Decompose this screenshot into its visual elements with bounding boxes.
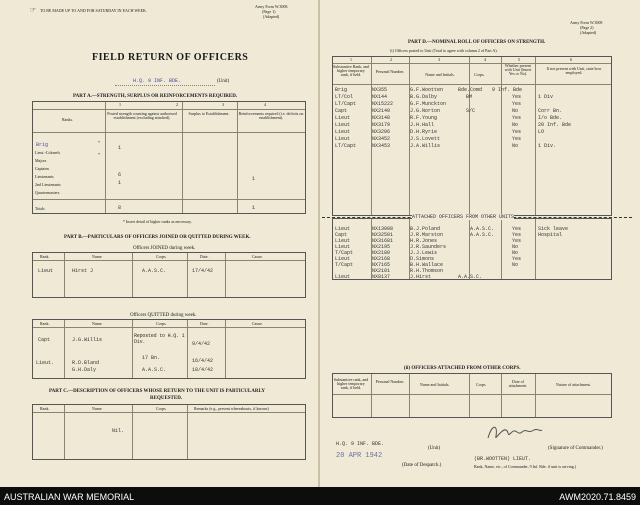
part-a-col-2: 2 [176, 102, 178, 107]
row-name: J.A.Willis [410, 143, 441, 149]
quitted-header: Name. [92, 321, 103, 326]
row-rank: T/Capt [335, 262, 354, 268]
joined-date: 17/4/42 [192, 268, 214, 274]
part-d-col: 3 [438, 57, 440, 62]
footer-unit: H.Q. 9 INF. BDE. [336, 441, 385, 447]
quitted-header: Cause. [252, 321, 263, 326]
quitted-header: Date. [200, 321, 209, 326]
joined-corps: A.A.S.C. [142, 268, 167, 274]
part-a-header-posted: Posted strength counting against authorised establishment (excluding attached). [107, 111, 177, 120]
row-rank: Lieut [335, 122, 351, 128]
part-c-title-line-1: PART C.—DESCRIPTION OF OFFICERS WHOSE RETURN TO THE UNIT IS PARTICULARLY [49, 389, 265, 394]
part-ii-header: Substantive rank, and higher temporary rank, if held. [333, 377, 369, 390]
row-present: No [512, 250, 519, 256]
part-a-col-3: 3 [222, 102, 224, 107]
row-number: NX3452 [372, 136, 391, 142]
joined-header: Rank. [40, 254, 50, 259]
part-b-title: PART B.—PARTICULARS OF OFFICERS JOINED OR QUITTED DURING WEEK. [64, 235, 251, 240]
unit-underline [115, 85, 215, 86]
row-number: NX3206 [372, 129, 391, 135]
joined-header: Name. [92, 254, 103, 259]
row-number: NX32501 [372, 232, 394, 238]
row-present: Yes [512, 232, 522, 238]
footer-despatch-label: (Date of Despatch.) [402, 463, 442, 468]
part-a-header-ranks: Ranks. [62, 117, 73, 122]
row-name: G.F.Munckton [410, 101, 447, 107]
quitted-title: Officers QUITTED during week. [130, 313, 197, 318]
part-c-value: Nil. [112, 428, 125, 434]
part-d-col: 2 [390, 57, 392, 62]
part-d-header: Name and Initials. [425, 72, 455, 77]
asterisk-mark: * [98, 152, 100, 157]
part-d-header: If not present with Unit, state how employed. [546, 66, 602, 75]
archive-footer [0, 489, 640, 505]
row-number: NX13008 [372, 226, 394, 232]
row-name: R.H.Thomson [410, 268, 444, 274]
row-number: NX144 [372, 94, 388, 100]
row-number: NX3179 [372, 122, 391, 128]
row-rank: Lieut [335, 226, 351, 232]
quitted-header: Rank. [40, 321, 50, 326]
row-name: H.R.Jones [410, 238, 438, 244]
row-name: J.J.Lewis [410, 250, 438, 256]
row-name: J.R.Marston [410, 232, 444, 238]
part-c-header: Corps. [156, 406, 167, 411]
row-number: NX355 [372, 87, 388, 93]
quitted-name: G.H.Daly [72, 367, 97, 373]
row-rank: Lieut [335, 256, 351, 262]
row-employ: 1 Div [538, 94, 554, 100]
part-ii-header: Corps [476, 382, 486, 387]
rank-row: Majors [35, 158, 47, 163]
row-rank: T/Capt [335, 250, 354, 256]
row-number: NX7165 [372, 262, 391, 268]
row-number: NX2180 [372, 250, 391, 256]
row-present: 9 Inf. Bde [492, 87, 523, 93]
top-note: TO BE MADE UP TO AND FOR SATURDAY IN EACH WEEK. [40, 8, 147, 13]
row-employ: Corr Bn. [538, 108, 563, 114]
part-a-col-1: 1 [119, 102, 121, 107]
part-a-title: PART A.—STRENGTH, SURPLUS OR REINFORCEMENTS REQUIRED. [73, 94, 238, 99]
rank-row: Lieutenants [35, 174, 54, 179]
row-rank: Capt [335, 108, 348, 114]
part-a-footnote: * Insert detail of higher ranks as necessary. [123, 219, 192, 224]
joined-title: Officers JOINED during week. [133, 246, 196, 251]
page-title: FIELD RETURN OF OFFICERS [92, 52, 249, 63]
attached-separator: ATTACHED OFFICERS FROM OTHER UNITS [412, 214, 515, 220]
part-d-title: PART D.—NOMINAL ROLL OF OFFICERS ON STRENGTH. [408, 40, 546, 45]
form-page: (Page 1) [262, 9, 276, 14]
row-name: J.Hirst [410, 274, 432, 280]
row-corps: A.A.S.C. [470, 232, 495, 238]
row-corps: A.A.S.C. [470, 226, 495, 232]
part-d-header: Substantive Rank, and higher temporary rank, if held. [333, 64, 369, 77]
joined-header: Cause. [252, 254, 263, 259]
joined-table [32, 252, 306, 298]
row-present: No [512, 244, 519, 250]
archive-institution: AUSTRALIAN WAR MEMORIAL [4, 492, 135, 502]
row-rank: LT/Capt [335, 143, 357, 149]
unit-label: (Unit) [217, 79, 230, 84]
joined-header: Date. [200, 254, 209, 259]
rank-row: Quartermasters [35, 190, 60, 195]
part-ii-header: Date of attachment. [508, 379, 528, 388]
row-number: NX3148 [372, 115, 391, 121]
row-employ: I/o Bde. [538, 115, 563, 121]
quitted-name: J.G.Willis [72, 337, 103, 343]
part-ii-header: Personal Number. [375, 379, 405, 384]
part-d-col: 5 [518, 57, 520, 62]
part-c-table [32, 404, 306, 460]
part-a-hand-rank: Brig [36, 142, 49, 148]
part-a-header-surplus: Surplus to Establishment. [188, 111, 230, 116]
quitted-name: R.D.Bland [72, 360, 100, 366]
row-name: J.G.Norton [410, 108, 441, 114]
row-name: J.S.Lovett [410, 136, 441, 142]
row-name: D.H.Ryrie [410, 129, 438, 135]
row-corps: BM [466, 94, 473, 100]
quitted-rank: Capt [38, 337, 51, 343]
row-present: No [512, 143, 519, 149]
row-number: NX8137 [372, 274, 391, 280]
joined-rank: Lieut [38, 268, 54, 274]
row-present: Yes [512, 238, 522, 244]
footer-rank-line: Rank, Name, etc., of Commander, 9 Inf. Bde. if unit is serving.) [474, 464, 577, 469]
row-rank: Lieut [335, 136, 351, 142]
part-a-header-reinforcements: Reinforcements required (i.e. deficits on establishment). [238, 111, 304, 120]
rank-row-totals: Totals [35, 206, 45, 211]
part-c-header: Name. [92, 406, 103, 411]
row-name: B.G.Dalby [410, 94, 438, 100]
row-rank: Lieut [335, 274, 351, 280]
part-c-header: Remarks (e.g., present whereabouts, if known) [194, 406, 269, 411]
quitted-rank: Lieut. [36, 360, 55, 366]
row-present: Yes [512, 101, 522, 107]
quitted-date: 16/4/42 [192, 358, 214, 364]
footer-commander: (BR.WOOTTEN) LIEUT. [474, 456, 532, 462]
quitted-header: Corps. [156, 321, 167, 326]
part-d-header: Personal Number. [375, 69, 405, 74]
row-name: R.F.Young [410, 115, 438, 121]
quitted-corps: Reposted to H.Q. 1 Div. [134, 333, 185, 345]
part-d-col: 4 [484, 57, 486, 62]
part-c-header: Rank. [40, 406, 50, 411]
row-number: NX2140 [372, 108, 391, 114]
row-rank: Brig [335, 87, 348, 93]
row-employ: Sick leave [538, 226, 569, 232]
reinforcement-total: 1 [252, 205, 256, 211]
quitted-date: 18/4/42 [192, 367, 214, 373]
footer-signature-label: (Signature of Commander.) [548, 446, 603, 451]
row-present: Yes [512, 129, 522, 135]
row-name: B.J.Poland [410, 226, 441, 232]
row-rank: Lieut [335, 129, 351, 135]
row-name: B.H.Wallace [410, 262, 444, 268]
quitted-date: 9/4/42 [192, 341, 211, 347]
row-number: NX31681 [372, 238, 394, 244]
part-d-col: 1 [350, 57, 352, 62]
part-a-col-4: 4 [264, 102, 266, 107]
reinforcement-value: 1 [252, 176, 256, 182]
row-employ: Hospital [538, 232, 563, 238]
date-stamp: 20 APR 1942 [336, 452, 383, 460]
row-number: NX2168 [372, 256, 391, 262]
row-present: No [512, 122, 519, 128]
rank-row: 2nd Lieutenants [35, 182, 61, 187]
rank-row: Lieut.-Colonels [35, 150, 60, 155]
posted-value: 6 [118, 172, 122, 178]
row-present: No [512, 108, 519, 114]
row-present: Yes [512, 136, 522, 142]
row-number: NX2101 [372, 268, 391, 274]
row-corps: A.A.S.C. [458, 274, 483, 280]
row-number: NX3453 [372, 143, 391, 149]
joined-name: Hirst J [72, 268, 94, 274]
row-rank: LT/Capt [335, 101, 357, 107]
row-present: Yes [512, 94, 522, 100]
posted-value: 1 [118, 180, 122, 186]
form-edition: (Adapted) [263, 14, 280, 19]
part-d-subtitle: (i) Officers posted to Unit (Total to agree with column 2 of Part A). [390, 48, 498, 53]
quitted-corps: 17 Bn. [142, 355, 161, 361]
part-d-col: 6 [570, 57, 572, 62]
part-d-header: Corps. [474, 72, 485, 77]
part-d-header: Whether present with Unit (Insert Yes or No). [504, 63, 532, 76]
part-ii-title: (ii) OFFICERS ATTACHED FROM OTHER CORPS. [404, 366, 521, 371]
part-ii-header: Name and Initials. [420, 382, 450, 387]
row-corps: S/C [466, 108, 476, 114]
row-name: J.H.Hall [410, 122, 435, 128]
archive-accession: AWM2020.71.8459 [559, 492, 636, 502]
row-rank: Capt [335, 232, 348, 238]
row-name: J.R.Saunders [410, 244, 447, 250]
form-edition-right: (Adapted) [580, 30, 597, 35]
commander-signature [484, 420, 546, 444]
page-fold [318, 0, 320, 487]
form-number: Army Form W.3008. [255, 4, 289, 9]
row-name: G.F.Wootten [410, 87, 444, 93]
footer-unit-label: (Unit) [428, 446, 441, 451]
row-name: D.Simons [410, 256, 435, 262]
posted-value: 1 [118, 145, 122, 151]
joined-header: Corps. [156, 254, 167, 259]
row-present: Yes [512, 256, 522, 262]
row-rank: Lieut [335, 115, 351, 121]
form-page-right: (Page 2) [580, 25, 594, 30]
pointing-hand-icon: ☞ [30, 6, 37, 14]
row-rank: Lieut [335, 244, 351, 250]
row-number: NX15222 [372, 101, 394, 107]
part-c-title-line-2: REQUESTED. [150, 396, 183, 401]
row-rank: Lieut [335, 238, 351, 244]
quitted-corps: A.A.S.C. [142, 367, 167, 373]
rank-row: Captains [35, 166, 49, 171]
row-employ: 1 Div. [538, 143, 557, 149]
part-ii-header: Nature of attachment. [556, 382, 591, 387]
row-employ: LO [538, 129, 545, 135]
row-rank: LT/Col [335, 94, 354, 100]
row-present: Yes [512, 115, 522, 121]
row-employ: 20 Inf. Bde [538, 122, 572, 128]
posted-total: 8 [118, 205, 122, 211]
asterisk-mark: * [98, 140, 100, 145]
row-corps: Bde.Comd [458, 87, 483, 93]
row-present: No [512, 262, 519, 268]
row-number: NX2195 [372, 244, 391, 250]
unit-name: H.Q. 9 INF. BDE. [133, 78, 182, 84]
form-number-right: Army Form W.3008 [570, 20, 603, 25]
row-present: Yes [512, 226, 522, 232]
